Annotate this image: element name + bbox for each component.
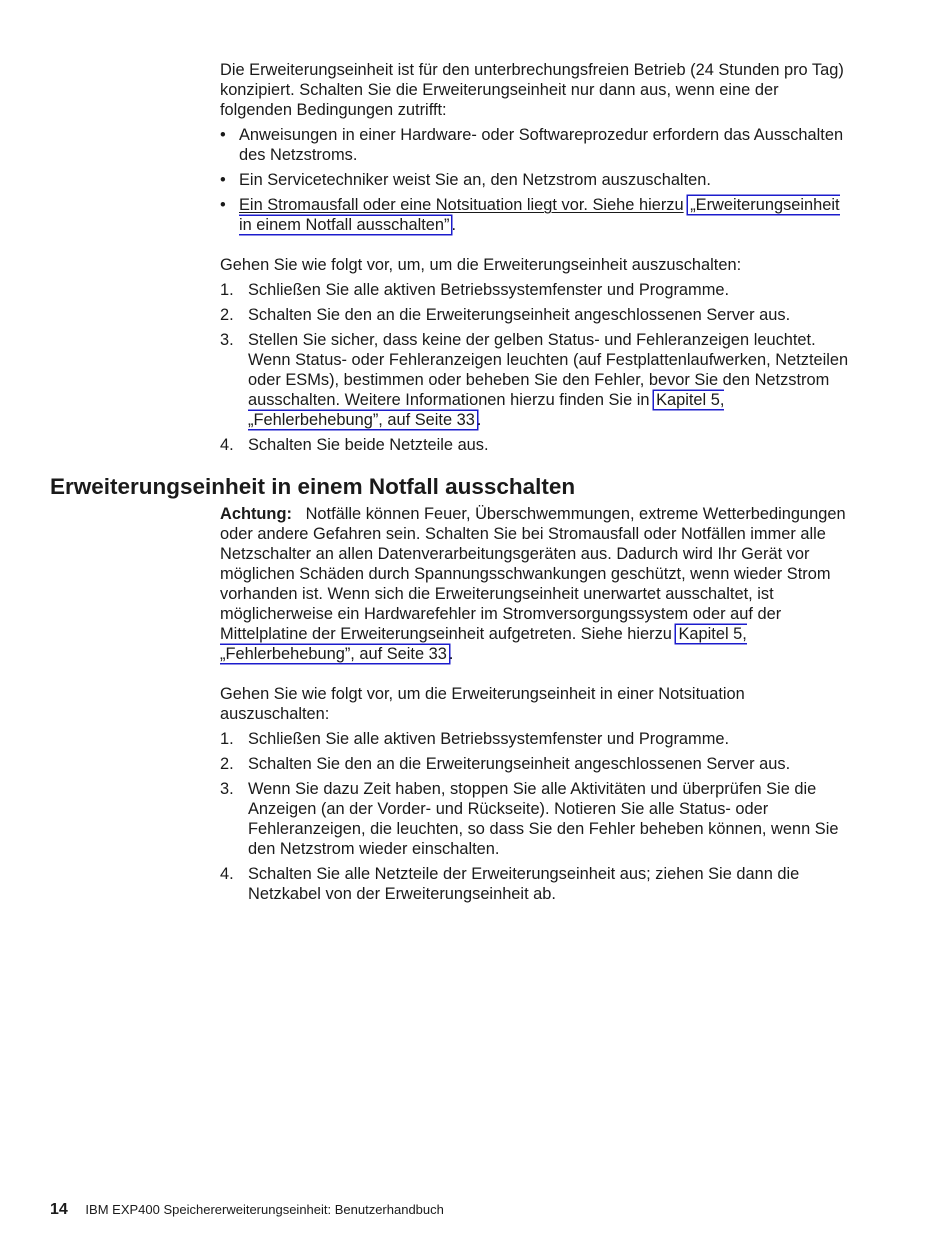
page-footer — [50, 1200, 444, 1220]
step-number: 4. — [220, 436, 234, 454]
step-number: 4. — [220, 865, 234, 883]
attention-label: Achtung: — [220, 505, 292, 523]
link-kapitel-5-fehlerbehebung[interactable]: Kapitel 5, „Fehlerbehebung”, auf Seite 33 — [248, 391, 725, 429]
step-number: 2. — [220, 306, 234, 324]
procedure-2-step-1 — [220, 729, 852, 749]
procedure-2-step-4 — [220, 864, 852, 904]
step-number: 3. — [220, 780, 234, 798]
section-heading: Erweiterungseinheit in einem Notfall ausschalten — [50, 474, 576, 499]
step-number: 1. — [220, 281, 234, 299]
link-notfall-ausschalten[interactable]: „Erweiterungseinheit in einem Notfall ausschalten” — [239, 196, 840, 234]
step-number: 1. — [220, 730, 234, 748]
step-text: Schalten Sie alle Netzteile der Erweiterungseinheit aus; ziehen Sie dann die Netzkabel von der Erweiterungseinheit ab. — [248, 865, 800, 903]
attention-period: . — [448, 645, 454, 663]
link-kapitel-5-fehlerbehebung[interactable]: Kapitel 5, „Fehlerbehebung”, auf Seite 33 — [220, 625, 747, 663]
page-number: 14 — [50, 1201, 68, 1218]
step-text: Schließen Sie alle aktiven Betriebssystemfenster und Programme. — [248, 730, 730, 748]
body-block-2 — [220, 504, 852, 904]
step-text: Schalten Sie beide Netzteile aus. — [248, 436, 489, 454]
attention-text: Notfälle können Feuer, Überschwemmungen, extreme Wetterbedingungen oder andere Gefahren sein. Schalten Sie bei Stromausfall oder Notfällen immer alle Netzschalter an allen Datenverarbeitungsgeräten aus. Dadurch wird Ihr Gerät vor möglichen Schäden durch Spannungsschwankungen geschützt, wenn wieder Strom vorhanden ist. Wenn sich die Erweiterungseinheit unerwartet ausschaltet, ist möglicherweise ein Hardwarefehler im Stromversorgungssystem oder auf der Mittelplatine der Erweiterungseinheit aufgetreten. Siehe hierzu — [220, 505, 846, 643]
step-number: 2. — [220, 755, 234, 773]
step-text: Wenn Sie dazu Zeit haben, stoppen Sie alle Aktivitäten und überprüfen Sie die Anzeigen (an der Vorder- und Rückseite). Notieren Sie alle Status- oder Fehleranzeigen, die leuchten, so dass Sie den Fehler beheben können, wenn Sie den Netzstrom wieder einschalten. — [248, 780, 839, 858]
intro-paragraph: Die Erweiterungseinheit ist für den unterbrechungsfreien Betrieb (24 Stunden pro Tag) konzipiert. Schalten Sie die Erweiterungseinheit nur dann aus, wenn eine der folgenden Bedingungen zutrifft: — [220, 61, 844, 119]
step-text: Stellen Sie sicher, dass keine der gelben Status- und Fehleranzeigen leuchtet. Wenn Status- oder Fehleranzeigen leuchten (auf Festplattenlaufwerken, Netzteilen oder ESMs), bestimmen oder beheben Sie den Fehler, bevor Sie den Netzstrom ausschalten. Weitere Informationen hierzu finden Sie in — [248, 331, 849, 409]
footer-title: IBM EXP400 Speichererweiterungseinheit: Benutzerhandbuch — [85, 1202, 444, 1217]
step-text: Schließen Sie alle aktiven Betriebssystemfenster und Programme. — [248, 281, 730, 299]
procedure-1-step-2 — [220, 305, 852, 325]
bullet-glyph: • — [220, 171, 226, 189]
bullet-item-3 — [220, 195, 852, 235]
step-number: 3. — [220, 331, 234, 349]
procedure-2-step-2 — [220, 754, 852, 774]
bullet-period: . — [451, 216, 457, 234]
bullet-text: Ein Servicetechniker weist Sie an, den Netzstrom auszuschalten. — [239, 171, 711, 189]
step-period: . — [476, 411, 482, 429]
procedure-1-lead: Gehen Sie wie folgt vor, um, um die Erweiterungseinheit auszuschalten: — [220, 256, 742, 274]
bullet-glyph: • — [220, 126, 226, 144]
body-block-1 — [220, 60, 852, 455]
step-text: Schalten Sie den an die Erweiterungseinheit angeschlossenen Server aus. — [248, 755, 791, 773]
attention-paragraph — [220, 504, 852, 664]
procedure-1-step-4 — [220, 435, 852, 455]
procedure-1-step-1 — [220, 280, 852, 300]
procedure-2-step-3 — [220, 779, 852, 859]
bullet-item-1 — [220, 125, 852, 165]
bullet-item-2 — [220, 170, 852, 190]
procedure-1-step-3 — [220, 330, 852, 430]
bullet-text: Anweisungen in einer Hardware- oder Softwareprozedur erfordern das Ausschalten des Netzstroms. — [239, 126, 844, 164]
bullet-text: Ein Stromausfall oder eine Notsituation liegt vor. Siehe hierzu — [239, 196, 684, 214]
bullet-glyph: • — [220, 196, 226, 214]
step-text: Schalten Sie den an die Erweiterungseinheit angeschlossenen Server aus. — [248, 306, 791, 324]
procedure-2-lead: Gehen Sie wie folgt vor, um die Erweiterungseinheit in einer Notsituation auszuschalten: — [220, 685, 745, 723]
